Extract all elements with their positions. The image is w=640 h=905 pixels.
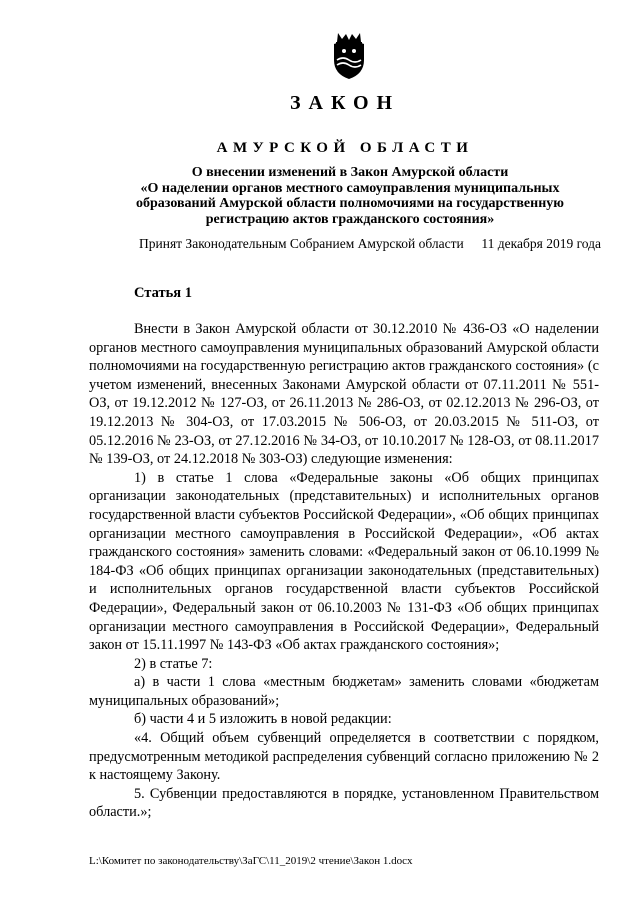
adopted-by: Принят Законодательным Собранием Амурской области bbox=[139, 236, 464, 251]
coat-of-arms-icon bbox=[328, 30, 370, 80]
paragraph-part-4: «4. Общий объем субвенций определяется в соответствии с порядком, предусмотренным методикой распределения субвенций согласно приложению № 2 к настоящему Закону. bbox=[89, 730, 599, 784]
adoption-line bbox=[139, 236, 601, 252]
law-subject bbox=[110, 165, 590, 227]
article-body bbox=[89, 320, 599, 822]
law-title: ЗАКОН bbox=[289, 92, 401, 114]
file-path-footer: L:\Комитет по законодательству\ЗаГС\11_2019\2 чтение\Закон 1.docx bbox=[89, 855, 413, 867]
paragraph-item-2b: б) части 4 и 5 изложить в новой редакции: bbox=[134, 711, 392, 728]
paragraph-item-2a: а) в части 1 слова «местным бюджетам» заменить словами «бюджетам муниципальных образований»; bbox=[89, 674, 599, 709]
region-title: АМУРСКОЙ ОБЛАСТИ bbox=[216, 140, 474, 156]
paragraph-intro: Внести в Закон Амурской области от 30.12.2010 № 436-ОЗ «О наделении органов местного самоуправления муниципальных образований Амурской области полномочиями на государственную регистрацию актов гражданского состояния» (с учетом изменений, внесенных Законами Амурской области от 07.11.2011 № 551-ОЗ, от 19.12.2012 № 127-ОЗ, от 26.11.2013 № 286-ОЗ, от 02.12.2013 № 296-ОЗ, от 19.12.2013 № 304-ОЗ, от 17.03.2015 № 506-ОЗ, от 20.03.2015 № 511-ОЗ, от 05.12.2016 № 23-ОЗ, от 27.12.2016 № 34-ОЗ, от 10.10.2017 № 128-ОЗ, от 08.11.2017 № 139-ОЗ, от 24.12.2018 № 303-ОЗ) следующие изменения: bbox=[89, 321, 599, 468]
article-heading: Статья 1 bbox=[134, 285, 192, 301]
subject-line-2: «О наделении органов местного самоуправления муниципальных образований Амурской области полномочиями на государственную регистрацию актов гражданского состояния» bbox=[136, 180, 564, 227]
paragraph-item-2: 2) в статье 7: bbox=[134, 655, 213, 672]
paragraph-part-5: 5. Субвенции предоставляются в порядке, установленном Правительством области.»; bbox=[89, 785, 599, 821]
paragraph-item-1: 1) в статье 1 слова «Федеральные законы «Об общих принципах организации законодательных (представительных) и исполнительных органов государственной власти субъектов Российской Федерации», «Об общих принципах организации местного самоуправления в Российской Федерации», «Об актах гражданского состояния» заменить словами: «Федеральный закон от 06.10.1999 № 184-ФЗ «Об общих принципах организации законодательных (представительных) и исполнительных органов государственной власти субъектов Российской Федерации», Федеральный закон от 06.10.2003 № 131-ФЗ «Об общих принципах организации местного самоуправления в Российской Федерации», Федеральный закон от 15.11.1997 № 143-ФЗ «Об актах гражданского состояния»; bbox=[89, 469, 599, 654]
adopted-date: 11 декабря 2019 года bbox=[481, 236, 601, 251]
subject-line-1: О внесении изменений в Закон Амурской области bbox=[191, 165, 509, 180]
